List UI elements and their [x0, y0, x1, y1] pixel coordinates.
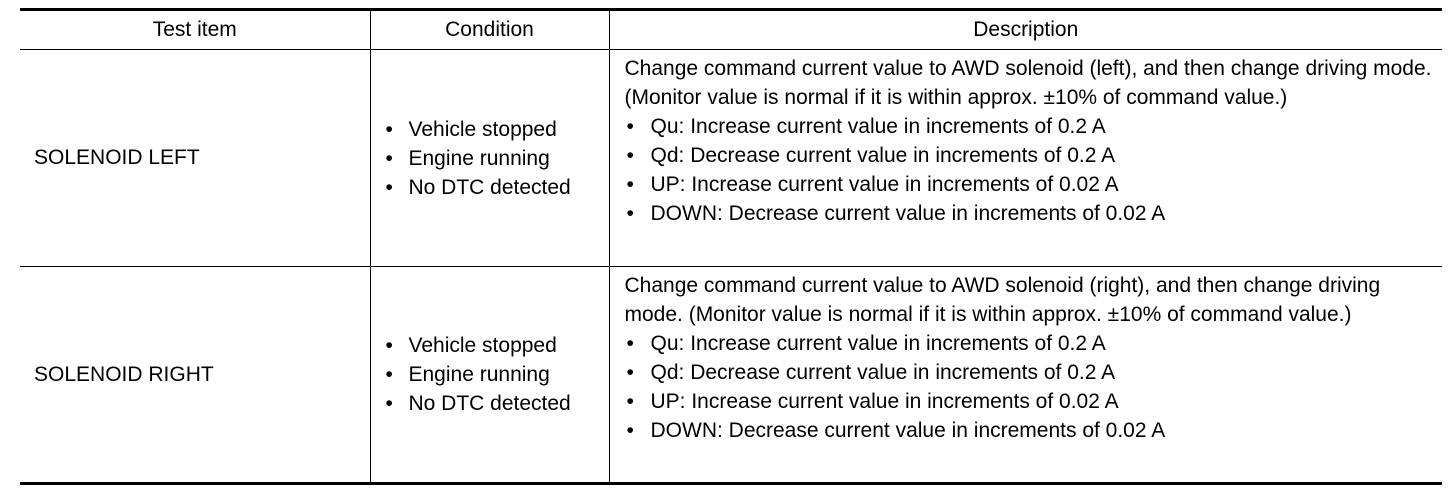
step-term: UP:: [650, 390, 686, 413]
condition-cell: [370, 50, 609, 267]
condition-item: • Engine running: [384, 144, 609, 173]
step-term: Qd:: [650, 361, 685, 384]
step-text: Decrease current value in increments of 0.02 A: [722, 419, 1166, 442]
table-row: [20, 267, 1442, 484]
condition-cell: [370, 267, 609, 484]
step-item: [625, 199, 1435, 228]
description-cell: [609, 267, 1442, 484]
table-row: [20, 50, 1442, 267]
condition-item: • No DTC detected: [384, 173, 609, 202]
condition-item: • Vehicle stopped: [384, 331, 609, 360]
condition-list: [384, 115, 609, 202]
condition-item: • Vehicle stopped: [384, 115, 609, 144]
step-item: [625, 387, 1435, 416]
step-item: [625, 141, 1435, 170]
step-list: [625, 329, 1435, 445]
step-text: Decrease current value in increments of 0.02 A: [722, 202, 1166, 225]
table-body: [20, 50, 1442, 484]
step-term: Qd:: [650, 144, 685, 167]
step-item: [625, 358, 1435, 387]
step-term: Qu:: [650, 332, 685, 355]
step-term: DOWN:: [650, 419, 723, 442]
active-test-table: [20, 8, 1442, 485]
step-text: Increase current value in increments of 0.2 A: [684, 332, 1106, 355]
test-item-cell: SOLENOID RIGHT: [20, 267, 370, 484]
step-text: Increase current value in increments of 0.02 A: [685, 173, 1119, 196]
condition-item: • Engine running: [384, 360, 609, 389]
description-cell: [609, 50, 1442, 267]
step-term: UP:: [650, 173, 686, 196]
step-text: Decrease current value in increments of 0.2 A: [684, 361, 1116, 384]
step-text: Increase current value in increments of 0.2 A: [684, 115, 1106, 138]
header-row: [20, 10, 1442, 50]
step-item: [625, 416, 1435, 445]
step-item: [625, 170, 1435, 199]
step-text: Decrease current value in increments of 0.2 A: [684, 144, 1116, 167]
step-text: Increase current value in increments of 0.02 A: [685, 390, 1119, 413]
condition-item: • No DTC detected: [384, 389, 609, 418]
header-test-item: Test item: [20, 10, 370, 50]
header-description: Description: [609, 10, 1442, 50]
condition-list: [384, 331, 609, 418]
description-text: Change command current value to AWD solenoid (left), and then change driving mode. (Monitor value is normal if it is within approx. ±10% of command value.): [624, 57, 1432, 109]
step-term: Qu:: [650, 115, 685, 138]
test-item-cell: SOLENOID LEFT: [20, 50, 370, 267]
step-list: [625, 112, 1435, 228]
header-condition: Condition: [370, 10, 609, 50]
table-header: [20, 10, 1442, 50]
step-term: DOWN:: [650, 202, 723, 225]
description-text: Change command current value to AWD solenoid (right), and then change driving mode. (Monitor value is normal if it is within approx. ±10% of command value.): [624, 274, 1381, 326]
step-item: [625, 112, 1435, 141]
step-item: [625, 329, 1435, 358]
